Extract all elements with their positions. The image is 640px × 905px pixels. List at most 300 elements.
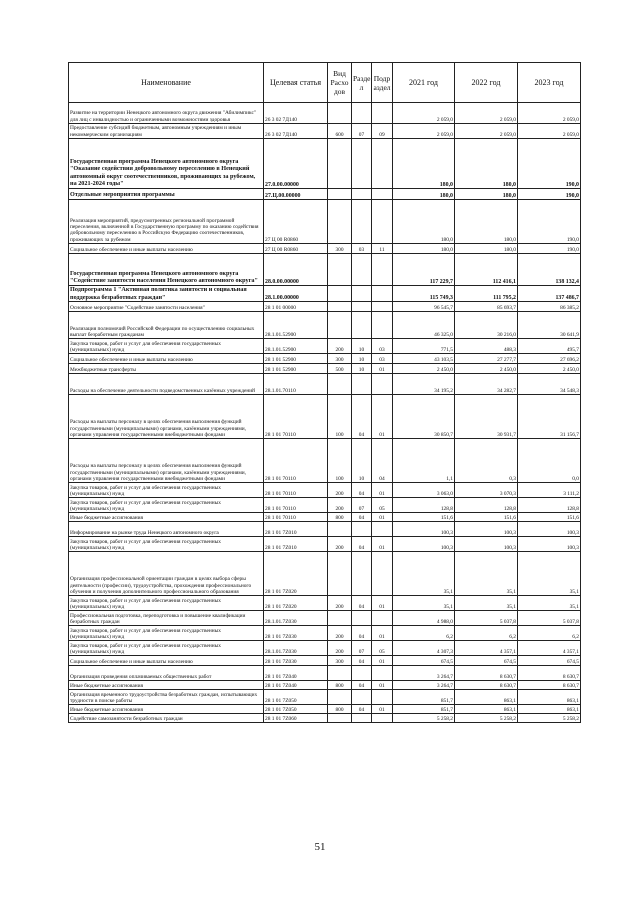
cell-article: 28 1 01 7Z060 [264,714,328,723]
cell-2021: 117 229,7 [393,254,455,286]
cell-2023: 31 156,7 [518,395,581,439]
cell-section [352,611,372,626]
cell-2022: 35,1 [455,552,518,596]
cell-section [352,374,372,395]
cell-2022: 30 931,7 [455,395,518,439]
table-row [69,705,581,714]
cell-section: 10 [352,339,372,354]
cell-subsection [372,200,393,244]
page-number: 51 [314,841,326,853]
cell-name: Развитие на территории Ненецкого автономного округа движения "Абилимпикс" для лиц с инвалидностью и ограниченными возможностями здоровья [69,103,264,124]
cell-section: 07 [352,498,372,513]
table-row [69,552,581,596]
cell-2022: 111 795,2 [455,286,518,302]
cell-2022: 2 059,0 [455,103,518,124]
cell-section: 04 [352,596,372,611]
cell-section: 04 [352,681,372,690]
cell-2023: 100,3 [518,522,581,537]
cell-2023: 137 486,7 [518,286,581,302]
cell-article: 28 1 01 70110 [264,395,328,439]
cell-2022: 35,1 [455,596,518,611]
table-row [69,189,581,200]
cell-subsection: 01 [372,483,393,498]
header-2022: 2022 год [455,63,518,103]
cell-2022: 128,8 [455,498,518,513]
cell-2023: 35,1 [518,552,581,596]
cell-2022: 2 450,0 [455,364,518,374]
cell-expense-type: 600 [328,124,352,139]
cell-subsection: 03 [372,339,393,354]
cell-name: Иные бюджетные ассигнования [69,513,264,522]
cell-2022: 27 277,7 [455,354,518,364]
cell-section: 04 [352,537,372,552]
cell-name: Предоставление субсидий бюджетным, автономным учреждениям и иным некоммерческим организациям [69,124,264,139]
cell-subsection: 01 [372,596,393,611]
cell-section [352,312,372,339]
cell-2023: 100,3 [518,537,581,552]
cell-2021: 3 063,0 [393,483,455,498]
cell-section [352,522,372,537]
cell-2023: 35,1 [518,596,581,611]
cell-2021: 1,1 [393,439,455,483]
cell-expense-type: 300 [328,244,352,254]
cell-subsection: 09 [372,124,393,139]
cell-section: 10 [352,354,372,364]
cell-article: 28 1 01 7Z040 [264,666,328,681]
cell-expense-type: 800 [328,705,352,714]
cell-2023: 495,7 [518,339,581,354]
cell-name: Организация проведения оплачиваемых общественных работ [69,666,264,681]
cell-article: 28 1 01 7Z010 [264,537,328,552]
cell-section: 04 [352,483,372,498]
table-row [69,513,581,522]
cell-2022: 100,3 [455,537,518,552]
table-row [69,103,581,124]
cell-subsection: 05 [372,498,393,513]
cell-2021: 100,3 [393,537,455,552]
cell-subsection: 01 [372,513,393,522]
table-row [69,666,581,681]
cell-2021: 6,2 [393,626,455,641]
cell-name: Закупка товаров, работ и услуг для обеспечения государственных (муниципальных) нужд [69,537,264,552]
cell-subsection [372,189,393,200]
cell-article: 28.1.01.70110 [264,374,328,395]
cell-subsection [372,690,393,705]
cell-expense-type: 200 [328,641,352,656]
cell-2022: 6,2 [455,626,518,641]
cell-2022: 3 070,3 [455,483,518,498]
cell-section: 04 [352,513,372,522]
cell-expense-type: 200 [328,483,352,498]
cell-2021: 46 325,0 [393,312,455,339]
cell-2021: 35,1 [393,552,455,596]
cell-2023: 4 357,1 [518,641,581,656]
table-row [69,244,581,254]
cell-2023: 863,1 [518,690,581,705]
cell-2022: 0,3 [455,439,518,483]
cell-name: Закупка товаров, работ и услуг для обеспечения государственных (муниципальных) нужд [69,626,264,641]
cell-section: 03 [352,244,372,254]
cell-article: 28 1 01 7Z050 [264,705,328,714]
cell-subsection [372,302,393,312]
cell-name: Информирование на рынке труда Ненецкого автономного округа [69,522,264,537]
cell-2023: 3 111,2 [518,483,581,498]
cell-section: 10 [352,364,372,374]
cell-name: Закупка товаров, работ и услуг для обеспечения государственных (муниципальных) нужд [69,483,264,498]
table-row [69,312,581,339]
cell-article: 26 3 02 7Д140 [264,103,328,124]
cell-2023: 34 548,3 [518,374,581,395]
cell-article: 28.1.01.7Z030 [264,611,328,626]
cell-subsection [372,103,393,124]
cell-2023: 30 641,9 [518,312,581,339]
header-article: Целевая статья [264,63,328,103]
cell-2021: 100,3 [393,522,455,537]
cell-2022: 488,3 [455,339,518,354]
cell-expense-type: 300 [328,656,352,666]
cell-subsection: 01 [372,537,393,552]
cell-section: 04 [352,656,372,666]
cell-2023: 5 037,8 [518,611,581,626]
cell-2022: 863,1 [455,690,518,705]
cell-name: Социальное обеспечение и иные выплаты населению [69,656,264,666]
cell-2021: 3 264,7 [393,666,455,681]
table-row [69,483,581,498]
cell-section [352,552,372,596]
cell-expense-type [328,522,352,537]
cell-2023: 151,6 [518,513,581,522]
table-row [69,681,581,690]
table-row [69,286,581,302]
cell-2021: 115 749,3 [393,286,455,302]
cell-name: Межбюджетные трансферты [69,364,264,374]
cell-expense-type [328,666,352,681]
cell-name: Закупка товаров, работ и услуг для обеспечения государственных (муниципальных) нужд [69,498,264,513]
cell-section [352,714,372,723]
cell-2023: 2 059,0 [518,103,581,124]
cell-2021: 34 195,2 [393,374,455,395]
cell-article: 28 1 01 7Z010 [264,522,328,537]
table-row [69,124,581,139]
cell-2021: 2 059,0 [393,103,455,124]
cell-name: Закупка товаров, работ и услуг для обеспечения государственных (муниципальных) нужд [69,596,264,611]
cell-2021: 96 545,7 [393,302,455,312]
cell-name: Закупка товаров, работ и услуг для обеспечения государственных (муниципальных) нужд [69,339,264,354]
header-expense-type: Вид Расхо дов [328,63,352,103]
cell-2023: 27 696,2 [518,354,581,364]
cell-name: Профессиональная подготовка, переподготовка и повышение квалификации безработных граждан [69,611,264,626]
cell-article: 28 1 01 7Z020 [264,596,328,611]
cell-expense-type: 200 [328,339,352,354]
cell-name: Отдельные мероприятия программы [69,189,264,200]
cell-2022: 674,5 [455,656,518,666]
cell-name: Основное мероприятие "Содействие занятости населения" [69,302,264,312]
cell-expense-type: 100 [328,439,352,483]
cell-section: 07 [352,124,372,139]
cell-name: Государственная программа Ненецкого автономного округа "Содействие занятости населения Ненецкого автономного округа" [69,254,264,286]
cell-expense-type [328,200,352,244]
cell-section [352,103,372,124]
table-row [69,537,581,552]
cell-2021: 180,0 [393,189,455,200]
cell-2022: 85 693,7 [455,302,518,312]
cell-2021: 771,5 [393,339,455,354]
cell-subsection: 01 [372,656,393,666]
cell-2022: 30 216,0 [455,312,518,339]
budget-table-container [68,62,580,723]
cell-article: 28 1 01 7Z030 [264,656,328,666]
cell-section: 04 [352,626,372,641]
cell-article: 28.1.01.52900 [264,339,328,354]
cell-2021: 851,7 [393,690,455,705]
cell-article: 28 1 01 52900 [264,364,328,374]
cell-subsection: 03 [372,354,393,364]
cell-expense-type: 300 [328,354,352,364]
table-row [69,439,581,483]
cell-expense-type [328,254,352,286]
cell-2021: 2 059,0 [393,124,455,139]
cell-subsection [372,254,393,286]
cell-section [352,200,372,244]
cell-article: 28 1 01 70110 [264,483,328,498]
cell-expense-type: 200 [328,626,352,641]
cell-name: Иные бюджетные ассигнования [69,681,264,690]
table-row [69,339,581,354]
cell-name: Расходы на выплаты персоналу в целях обеспечения выполнения функций государственными (муниципальными) органами, казёнными учреждениями, органами управления государственными внебюджетными фондами [69,395,264,439]
table-row [69,354,581,364]
header-name: Наименование [69,63,264,103]
table-row [69,641,581,656]
cell-2022: 5 037,8 [455,611,518,626]
cell-expense-type [328,552,352,596]
cell-article: 28.1.01.7Z030 [264,641,328,656]
cell-expense-type [328,690,352,705]
cell-name: Расходы на обеспечение деятельности подведомственных казённых учреждений [69,374,264,395]
cell-2021: 2 450,0 [393,364,455,374]
cell-subsection: 01 [372,705,393,714]
cell-2023: 8 630,7 [518,666,581,681]
cell-subsection [372,139,393,189]
cell-2022: 34 282,7 [455,374,518,395]
header-section: Разде л [352,63,372,103]
cell-2023: 2 450,0 [518,364,581,374]
cell-article: 27.Ц.00.00000 [264,189,328,200]
cell-2021: 180,0 [393,139,455,189]
cell-expense-type: 200 [328,537,352,552]
cell-article: 27 Ц 00 R0860 [264,200,328,244]
cell-2022: 8 630,7 [455,681,518,690]
cell-2023: 5 258,2 [518,714,581,723]
cell-expense-type [328,286,352,302]
cell-2022: 863,1 [455,705,518,714]
table-row [69,690,581,705]
cell-expense-type [328,374,352,395]
cell-2021: 4 988,0 [393,611,455,626]
table-row [69,374,581,395]
cell-article: 28 1 01 52900 [264,354,328,364]
cell-subsection [372,666,393,681]
cell-expense-type [328,103,352,124]
cell-subsection [372,374,393,395]
cell-name: Реализация полномочий Российской Федерации по осуществлению социальных выплат безработным гражданам [69,312,264,339]
header-2021: 2021 год [393,63,455,103]
cell-name: Реализация мероприятий, предусмотренных региональной программой переселения, включенной в Государственную программу по оказанию содействия добровольному переселению в Российскую Федерацию соотечественников, проживающих за рубежом [69,200,264,244]
cell-subsection: 05 [372,641,393,656]
cell-expense-type: 200 [328,498,352,513]
table-row [69,364,581,374]
cell-name: Иные бюджетные ассигнования [69,705,264,714]
table-row [69,395,581,439]
cell-expense-type [328,714,352,723]
cell-subsection: 01 [372,681,393,690]
cell-2022: 4 357,1 [455,641,518,656]
table-header-row [69,63,581,103]
cell-name: Расходы на выплаты персоналу в целях обеспечения выполнения функций государственными (муниципальными) органами, казёнными учреждениями, органами управления государственными внебюджетными фондами [69,439,264,483]
table-row [69,626,581,641]
cell-2023: 86 385,2 [518,302,581,312]
cell-subsection [372,522,393,537]
cell-name: Закупка товаров, работ и услуг для обеспечения государственных (муниципальных) нужд [69,641,264,656]
cell-article: 28 1 01 7Z050 [264,690,328,705]
cell-2022: 5 258,2 [455,714,518,723]
cell-article: 28 1 01 70110 [264,513,328,522]
header-subsection: Подр аздел [372,63,393,103]
table-row [69,254,581,286]
cell-section [352,302,372,312]
cell-2022: 100,3 [455,522,518,537]
cell-expense-type: 800 [328,681,352,690]
cell-name: Подпрограмма 1 "Активная политика занятости и социальная поддержка безработных граждан" [69,286,264,302]
cell-section [352,189,372,200]
cell-2023: 8 630,7 [518,681,581,690]
table-row [69,611,581,626]
cell-article: 26 3 02 7Д140 [264,124,328,139]
cell-subsection [372,714,393,723]
cell-subsection: 01 [372,364,393,374]
table-row [69,139,581,189]
cell-article: 28 1 01 70110 [264,498,328,513]
cell-article: 27.0.00.00000 [264,139,328,189]
table-body [69,103,581,723]
cell-2023: 6,2 [518,626,581,641]
cell-2023: 190,0 [518,200,581,244]
cell-subsection [372,552,393,596]
table-row [69,200,581,244]
cell-name: Организация временного трудоустройства безработных граждан, испытывающих трудности в поиске работы [69,690,264,705]
cell-expense-type: 800 [328,513,352,522]
cell-expense-type [328,611,352,626]
cell-article: 28.1.01.52900 [264,312,328,339]
cell-expense-type [328,189,352,200]
cell-section [352,286,372,302]
cell-2022: 180,0 [455,200,518,244]
cell-2021: 30 850,7 [393,395,455,439]
cell-section: 10 [352,439,372,483]
cell-subsection [372,286,393,302]
cell-article: 28 1 01 7Z030 [264,626,328,641]
cell-2023: 863,1 [518,705,581,714]
cell-subsection [372,611,393,626]
cell-expense-type [328,302,352,312]
cell-2022: 180,0 [455,189,518,200]
cell-expense-type: 200 [328,596,352,611]
cell-2022: 112 416,1 [455,254,518,286]
cell-subsection [372,312,393,339]
cell-2022: 2 059,0 [455,124,518,139]
cell-2023: 138 132,4 [518,254,581,286]
cell-subsection: 01 [372,395,393,439]
cell-article: 28 1 01 00000 [264,302,328,312]
cell-section: 04 [352,705,372,714]
cell-section [352,690,372,705]
table-row [69,498,581,513]
cell-2021: 3 264,7 [393,681,455,690]
cell-article: 27 Ц 00 R0860 [264,244,328,254]
table-row [69,596,581,611]
cell-2021: 128,8 [393,498,455,513]
cell-2021: 674,5 [393,656,455,666]
cell-2023: 2 059,0 [518,124,581,139]
cell-section: 04 [352,395,372,439]
cell-section [352,666,372,681]
cell-subsection: 04 [372,439,393,483]
cell-2021: 180,0 [393,244,455,254]
cell-expense-type [328,139,352,189]
cell-2023: 674,5 [518,656,581,666]
header-2023: 2023 год [518,63,581,103]
cell-2021: 851,7 [393,705,455,714]
cell-2022: 180,0 [455,244,518,254]
cell-2022: 180,0 [455,139,518,189]
cell-article: 28.0.00.00000 [264,254,328,286]
cell-name: Социальное обеспечение и иные выплаты населению [69,244,264,254]
cell-2021: 180,0 [393,200,455,244]
table-row [69,714,581,723]
cell-name: Организация профессиональной ориентации граждан в целях выбора сферы деятельности (профессии), трудоустройства, прохождения профессионального обучения и получения дополнительного профессионального образования [69,552,264,596]
budget-table [68,62,581,723]
cell-2023: 128,8 [518,498,581,513]
cell-2023: 190,0 [518,139,581,189]
cell-expense-type: 100 [328,395,352,439]
cell-article: 28.1.00.00000 [264,286,328,302]
cell-name: Содействие самозанятости безработных граждан [69,714,264,723]
cell-subsection: 11 [372,244,393,254]
cell-section: 07 [352,641,372,656]
cell-2023: 190,0 [518,244,581,254]
table-row [69,522,581,537]
cell-2021: 151,6 [393,513,455,522]
cell-2021: 5 258,2 [393,714,455,723]
cell-article: 28 1 01 7Z020 [264,552,328,596]
table-row [69,302,581,312]
cell-2023: 0,0 [518,439,581,483]
cell-2022: 151,6 [455,513,518,522]
cell-expense-type [328,312,352,339]
cell-section [352,254,372,286]
cell-name: Социальное обеспечение и иные выплаты населению [69,354,264,364]
cell-2021: 35,1 [393,596,455,611]
cell-article: 28 1 01 70110 [264,439,328,483]
cell-2023: 190,0 [518,189,581,200]
cell-section [352,139,372,189]
cell-article: 28 1 01 7Z040 [264,681,328,690]
cell-subsection: 01 [372,626,393,641]
cell-2021: 43 103,5 [393,354,455,364]
cell-expense-type: 500 [328,364,352,374]
cell-name: Государственная программа Ненецкого автономного округа "Оказание содействия добровольному переселению в Ненецкий автономный округ соотечественников, проживающих за рубежом, на 2021-2024 годы" [69,139,264,189]
cell-2022: 8 630,7 [455,666,518,681]
cell-2021: 4 307,3 [393,641,455,656]
